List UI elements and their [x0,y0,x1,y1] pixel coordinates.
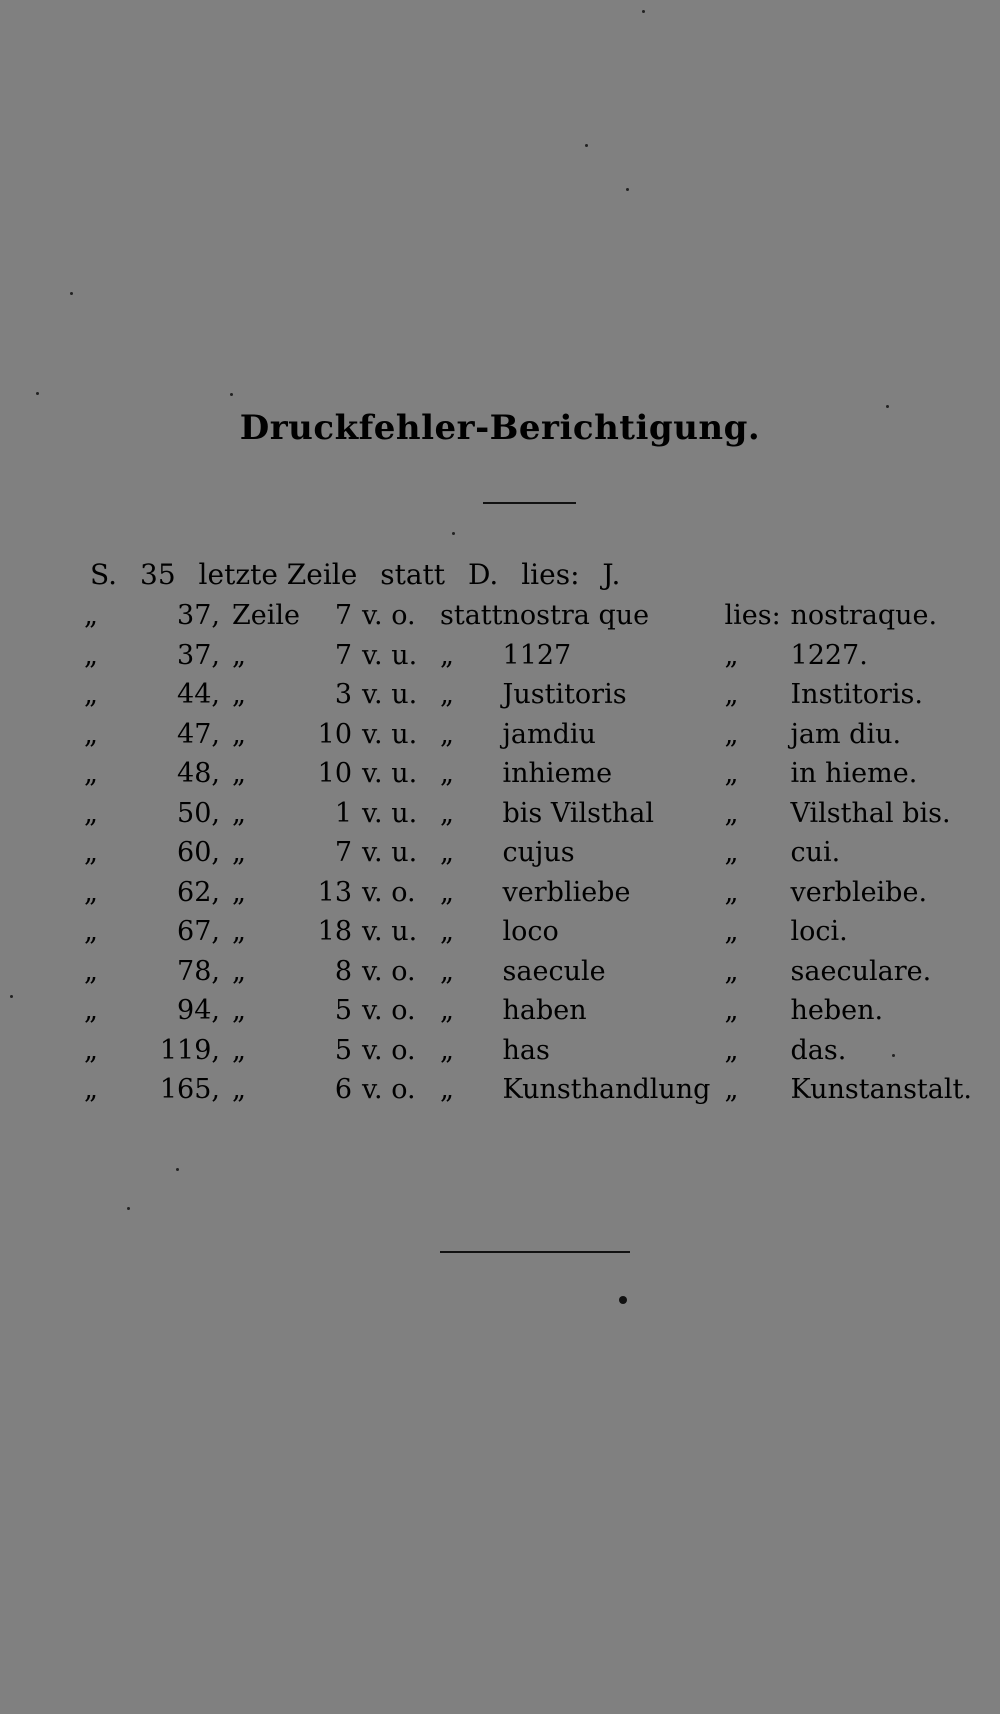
lies-label: lies: [724,600,781,632]
ditto-mark: „ [84,955,98,987]
bottom-divider [440,1251,630,1253]
lies-label: „ [724,797,739,829]
correct-text: heben. [790,995,884,1027]
wrong-text: Kunsthandlung [502,1074,711,1106]
line-number: 5 [334,1034,352,1066]
statt-label: „ [440,1034,454,1066]
zeile-label: „ [232,1034,246,1066]
table-row [84,991,981,1031]
line-number: 7 [334,837,352,869]
correct-text: Vilsthal bis. [790,797,951,829]
correct-text: Kunstanstalt. [790,1074,972,1106]
line-direction: v. o. [362,995,416,1027]
table-row [84,636,981,676]
wrong-text: nostra que [502,600,650,632]
zeile-label: „ [232,995,246,1027]
line-direction: v. o. [362,876,416,908]
page-number: 60, [177,837,220,869]
lies-label: „ [724,718,739,750]
statt-label: statt [380,558,446,591]
line-number: 10 [317,718,352,750]
table-row [84,754,981,794]
correct-text: 1227. [790,639,868,671]
statt-label: „ [440,679,454,711]
correct-text: jam diu. [790,718,902,750]
wrong-text: loco [502,916,559,948]
statt-label: „ [440,797,454,829]
page-number: 119, [159,1034,220,1066]
page-number: 37, [177,639,220,671]
line-number: 3 [334,679,352,711]
table-row [84,1031,981,1071]
statt-label: „ [440,639,454,671]
correct-text: Institoris. [790,679,923,711]
line-direction: v. o. [362,600,416,632]
correct-text: J. [602,558,621,591]
correct-text: cui. [790,837,841,869]
correct-text: verbleibe. [790,876,928,908]
wrong-text: 1127 [502,639,572,671]
line-direction: v. o. [362,955,416,987]
lies-label: „ [724,995,739,1027]
table-row [84,675,981,715]
top-divider [483,502,576,504]
wrong-text: verbliebe [502,876,631,908]
page-title: Druckfehler-Berichtigung. [239,408,761,448]
line-number: 7 [334,600,352,632]
zeile-label: „ [232,797,246,829]
zeile-label: „ [232,837,246,869]
line-direction: v. u. [362,718,418,750]
wrong-text: saecule [502,955,606,987]
line-direction: v. u. [362,837,418,869]
statt-label: „ [440,837,454,869]
lies-label: „ [724,1034,739,1066]
lies-label: „ [724,679,739,711]
wrong-text: Justitoris [502,679,627,711]
line-direction: v. u. [362,679,418,711]
correct-text: nostraque. [790,600,938,632]
line-number: 18 [317,916,352,948]
line-direction: v. o. [362,1074,416,1106]
correct-text: loci. [790,916,848,948]
zeile-label: „ [232,758,246,790]
wrong-text: D. [467,558,499,591]
statt-label: „ [440,876,454,908]
line-number: 10 [317,758,352,790]
statt-label: „ [440,758,454,790]
zeile-label: „ [232,639,246,671]
lies-label: „ [724,955,739,987]
errata-table [84,596,981,1110]
zeile-label: „ [232,916,246,948]
page-number: 94, [177,995,220,1027]
table-row [84,952,981,992]
table-row [84,794,981,834]
lies-label: „ [724,639,739,671]
line-number: 1 [334,797,352,829]
page-number: 35 [140,558,176,591]
ditto-mark: „ [84,1034,98,1066]
wrong-text: cujus [502,837,575,869]
table-row [84,715,981,755]
line-direction: v. u. [362,916,418,948]
correct-text: in hieme. [790,758,918,790]
page-number: 44, [177,679,220,711]
wrong-text: bis Vilsthal [502,797,654,829]
wrong-text: has [502,1034,550,1066]
ditto-mark: „ [84,679,98,711]
ditto-mark: „ [84,916,98,948]
zeile-label: „ [232,679,246,711]
statt-label: „ [440,718,454,750]
lies-label: „ [724,916,739,948]
lies-label: „ [724,837,739,869]
ink-dot [619,1296,627,1304]
ditto-mark: „ [84,639,98,671]
line-number: 5 [334,995,352,1027]
table-row [84,1070,981,1110]
line-number: 13 [317,876,352,908]
table-row [84,596,981,636]
zeile-label: Zeile [232,600,300,632]
wrong-text: jamdiu [502,718,596,750]
line-number: 7 [334,639,352,671]
table-row [84,912,981,952]
page-number: 62, [177,876,220,908]
correct-text: saeculare. [790,955,932,987]
statt-label: „ [440,955,454,987]
ditto-mark: „ [84,837,98,869]
line-direction: v. o. [362,1034,416,1066]
wrong-text: haben [502,995,587,1027]
line-direction: v. u. [362,758,418,790]
lies-label: „ [724,1074,739,1106]
statt-label: „ [440,995,454,1027]
ditto-mark: „ [84,718,98,750]
line-direction: v. u. [362,797,418,829]
page-number: 67, [177,916,220,948]
table-row [84,873,981,913]
wrong-text: inhieme [502,758,613,790]
page-number: 78, [177,955,220,987]
page-mark: S. [90,558,118,591]
lies-label: lies: [521,558,580,591]
line-reference: letzte Zeile [198,558,358,591]
ditto-mark: „ [84,995,98,1027]
ditto-mark: „ [84,797,98,829]
ditto-mark: „ [84,876,98,908]
ditto-mark: „ [84,600,98,632]
page-number: 37, [177,600,220,632]
zeile-label: „ [232,1074,246,1106]
zeile-label: „ [232,876,246,908]
zeile-label: „ [232,955,246,987]
line-number: 8 [334,955,352,987]
zeile-label: „ [232,718,246,750]
ditto-mark: „ [84,758,98,790]
line-number: 6 [334,1074,352,1106]
lies-label: „ [724,876,739,908]
page-number: 165, [159,1074,220,1106]
page-number: 48, [177,758,220,790]
errata-table-body [84,596,981,1110]
page-number: 50, [177,797,220,829]
page-number: 47, [177,718,220,750]
lies-label: „ [724,758,739,790]
correct-text: das. [790,1034,847,1066]
ditto-mark: „ [84,1074,98,1106]
table-row [84,833,981,873]
line-direction: v. u. [362,639,418,671]
statt-label: „ [440,1074,454,1106]
first-erratum-line [90,558,634,591]
statt-label: statt [440,600,503,632]
statt-label: „ [440,916,454,948]
